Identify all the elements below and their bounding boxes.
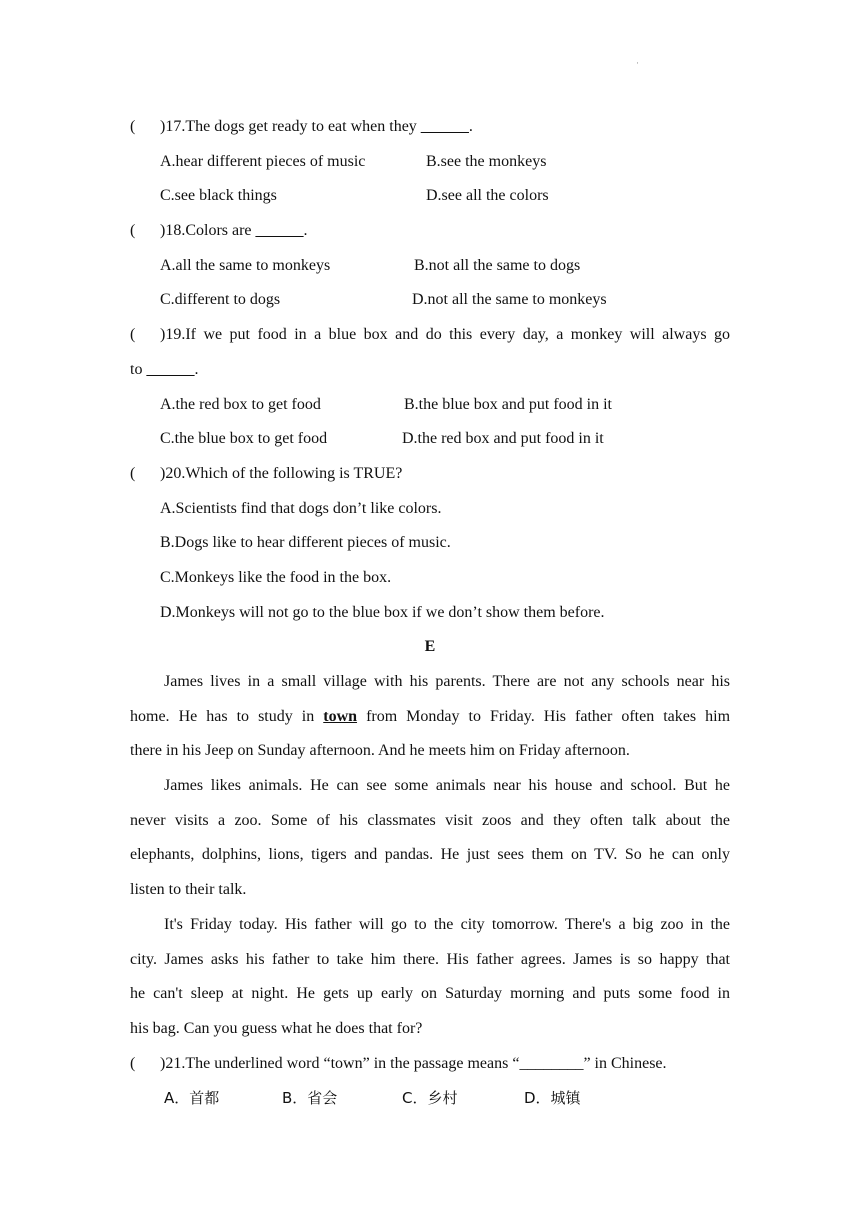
question-20-option-a: A.Scientists find that dogs don’t like colors. <box>160 499 442 517</box>
option-b: B．省会 <box>282 1089 338 1108</box>
option-b: B.the blue box and put food in it <box>404 395 612 413</box>
option-b: B.see the monkeys <box>426 152 547 170</box>
reading-passage <box>130 665 730 1047</box>
question-text: )17.The dogs get ready to eat when they <box>160 118 417 135</box>
answer-paren: ( <box>130 464 136 482</box>
passage-line <box>130 700 730 735</box>
answer-blank: ______ <box>146 360 195 378</box>
option-b: B.not all the same to dogs <box>414 256 581 274</box>
option-c: C.see black things <box>160 187 277 205</box>
question-20-stem <box>130 457 730 492</box>
option-d: D.not all the same to monkeys <box>412 291 607 309</box>
option-a: A．首都 <box>164 1089 220 1108</box>
option-c: C.the blue box to get food <box>160 430 328 448</box>
exam-page <box>130 110 730 1116</box>
underlined-word: town <box>323 707 358 725</box>
passage-line: elephants, dolphins, lions, tigers and pandas. He just sees them on TV. So he can only <box>130 846 730 864</box>
option-d: D.the red box and put food in it <box>402 430 604 448</box>
answer-paren: ( <box>130 118 136 135</box>
question-20-option-c: C.Monkeys like the food in the box. <box>160 568 392 586</box>
question-20-option-b: B.Dogs like to hear different pieces of music. <box>160 534 451 552</box>
answer-blank: ______ <box>255 222 304 240</box>
question-text: )21.The underlined word “town” in the passage means “________” in Chinese. <box>160 1054 667 1072</box>
passage-line: James lives in a small village with his parents. There are not any schools near his <box>164 673 730 690</box>
passage-text: from Monday to Friday. His father often takes him <box>366 707 731 725</box>
passage-line: there in his Jeep on Sunday afternoon. And he meets him on Friday afternoon. <box>130 742 630 760</box>
option-d: D．城镇 <box>524 1089 581 1108</box>
question-19-options-row2 <box>130 422 730 457</box>
question-17-options-row1 <box>130 145 730 180</box>
passage-line: his bag. Can you guess what he does that for? <box>130 1019 423 1037</box>
passage-line: he can't sleep at night. He gets up early on Saturday morning and puts some food in <box>130 985 730 1003</box>
answer-paren: ( <box>130 1054 136 1072</box>
question-21-options <box>130 1081 730 1116</box>
question-19-stem-line2 <box>130 353 730 388</box>
option-a: A.hear different pieces of music <box>160 152 366 170</box>
question-17-stem <box>130 110 730 145</box>
header-mark: · <box>636 58 639 68</box>
question-17-options-row2 <box>130 179 730 214</box>
option-c: C．乡村 <box>402 1089 458 1108</box>
question-18-stem <box>130 214 730 249</box>
question-18-options-row1 <box>130 249 730 284</box>
answer-blank: ______ <box>420 118 469 135</box>
passage-line: listen to their talk. <box>130 881 247 899</box>
option-c: C.different to dogs <box>160 291 281 309</box>
option-d: D.see all the colors <box>426 187 549 205</box>
passage-line: James likes animals. He can see some animals near his house and school. But he <box>164 777 730 795</box>
question-text: )18.Colors are <box>160 222 252 240</box>
section-heading: E <box>424 638 436 656</box>
passage-line: city. James asks his father to take him there. His father agrees. James is so happy that <box>130 950 730 968</box>
period: . <box>303 222 308 240</box>
option-a: A.all the same to monkeys <box>160 256 331 274</box>
question-19-stem-line1 <box>130 318 730 353</box>
question-text: to <box>130 360 143 378</box>
option-a: A.the red box to get food <box>160 395 321 413</box>
question-18-options-row2 <box>130 283 730 318</box>
period: . <box>468 118 473 135</box>
question-text: )19.If we put food in a blue box and do this every day, a monkey will always go <box>160 326 730 344</box>
passage-text: home. He has to study in <box>130 707 315 725</box>
answer-paren: ( <box>130 326 136 344</box>
question-21-stem <box>130 1047 730 1082</box>
question-text: )20.Which of the following is TRUE? <box>160 464 403 482</box>
passage-line: It's Friday today. His father will go to the city tomorrow. There's a big zoo in the <box>164 915 730 933</box>
passage-line: never visits a zoo. Some of his classmates visit zoos and they often talk about the <box>130 811 730 829</box>
question-19-options-row1 <box>130 388 730 423</box>
period: . <box>194 360 199 378</box>
answer-paren: ( <box>130 222 136 240</box>
question-20-option-d: D.Monkeys will not go to the blue box if we don’t show them before. <box>160 603 605 621</box>
